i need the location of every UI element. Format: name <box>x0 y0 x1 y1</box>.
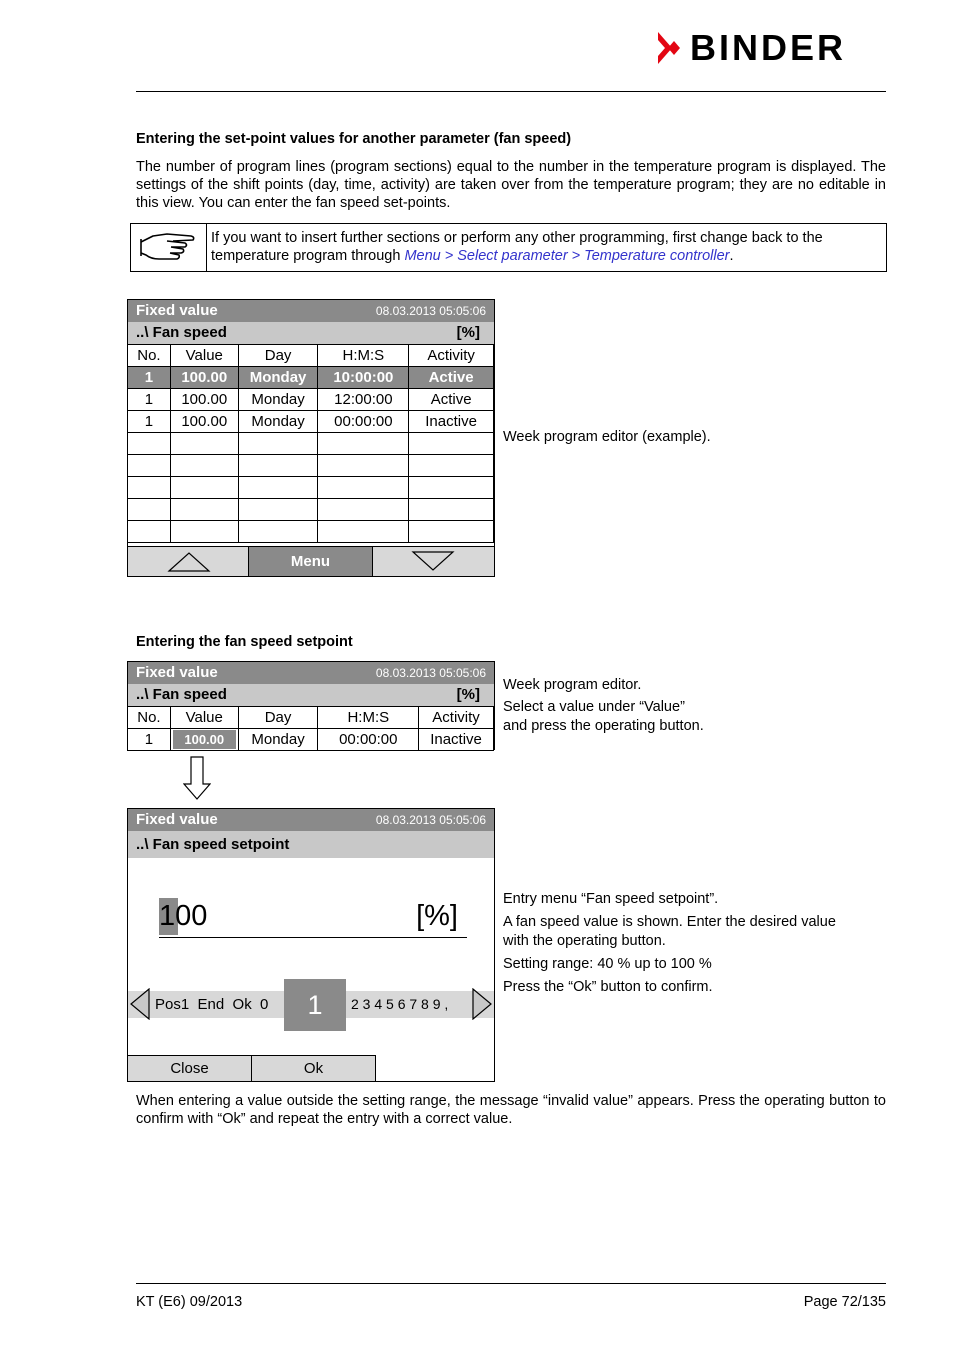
cell: 1 <box>128 411 171 433</box>
cell: 00:00:00 <box>318 729 419 751</box>
cell <box>318 433 409 455</box>
screen-title-bar <box>128 662 494 684</box>
screen-title: Fixed value <box>136 302 218 319</box>
table-header-row <box>128 345 494 367</box>
screen-title-bar <box>128 809 494 831</box>
cell <box>170 433 238 455</box>
intro-paragraph: The number of program lines (program sections) equal to the number in the temperature program is displayed. The settings of the shift points (day, time, activity) are taken over from the temperature program; they are no editable in this view. You can enter the fan speed set-points. <box>136 159 886 211</box>
col-header: H:M:S <box>318 345 409 367</box>
screen-path-bar <box>128 831 494 858</box>
col-header: Value <box>170 345 238 367</box>
cursor-digit: 1 <box>159 900 176 932</box>
cell <box>318 521 409 543</box>
table-row-empty[interactable] <box>128 477 494 499</box>
brand-name: BINDER <box>690 27 847 68</box>
note-box <box>130 223 887 272</box>
cell: 100.00 <box>170 411 238 433</box>
cell: Inactive <box>419 729 494 751</box>
keys-left[interactable]: Pos1 End Ok 0 <box>155 996 269 1013</box>
cell <box>318 499 409 521</box>
cell: Active <box>409 367 494 389</box>
cell <box>318 455 409 477</box>
cell <box>238 455 318 477</box>
table-row-empty[interactable] <box>128 521 494 543</box>
cell: 12:00:00 <box>318 389 409 411</box>
screen-path: ..\ Fan speed <box>136 324 227 341</box>
table-row[interactable] <box>128 411 494 433</box>
nav-separator <box>372 547 373 576</box>
selected-value[interactable]: 100.00 <box>173 730 236 749</box>
cell: 10:00:00 <box>318 367 409 389</box>
cell <box>128 433 171 455</box>
cell <box>409 433 494 455</box>
scroll-left-arrow[interactable] <box>129 988 151 1020</box>
note-text-start: If you want to insert further sections or perform any other programming, first change back to the temperature program through <box>211 230 823 264</box>
screen-unit: [%] <box>456 324 480 341</box>
note-text <box>211 229 881 265</box>
value-cell-selected[interactable] <box>170 729 238 751</box>
menu-path-link: Menu > Select parameter > Temperature controller <box>404 248 730 264</box>
binder-logo <box>656 27 886 68</box>
screen-path-bar <box>128 684 494 706</box>
cell <box>170 521 238 543</box>
cell: Monday <box>238 411 318 433</box>
cell <box>238 433 318 455</box>
cell <box>170 499 238 521</box>
screen3-caption-confirm: Press the “Ok” button to confirm. <box>503 979 713 995</box>
cell <box>238 499 318 521</box>
cell <box>318 477 409 499</box>
col-header: No. <box>128 707 171 729</box>
footer-doc-id: KT (E6) 09/2013 <box>136 1294 243 1310</box>
screen-path-bar <box>128 322 494 344</box>
cell: 00:00:00 <box>318 411 409 433</box>
table-row[interactable] <box>128 389 494 411</box>
cell: Inactive <box>409 411 494 433</box>
screen-title: Fixed value <box>136 811 218 828</box>
cell <box>409 477 494 499</box>
cell <box>128 477 171 499</box>
cell <box>128 521 171 543</box>
table-row-empty[interactable] <box>128 499 494 521</box>
arrow-down-button[interactable] <box>411 550 455 572</box>
header-rule <box>136 91 886 92</box>
scroll-right-arrow[interactable] <box>471 988 493 1020</box>
cell <box>128 499 171 521</box>
screen2-instruction-1: Select a value under “Value” <box>503 699 685 715</box>
section-heading-fan-setpoint: Entering the fan speed setpoint <box>136 634 353 650</box>
table-row-empty[interactable] <box>128 455 494 477</box>
screen-path: ..\ Fan speed setpoint <box>136 836 290 853</box>
arrow-down-icon <box>183 756 211 800</box>
cell <box>409 521 494 543</box>
cell: Monday <box>238 389 318 411</box>
cell: 1 <box>128 389 171 411</box>
table-header-row <box>128 707 494 729</box>
screen3-caption-range: Setting range: 40 % up to 100 % <box>503 956 712 972</box>
screen-datetime: 08.03.2013 05:05:06 <box>375 813 486 827</box>
cell <box>409 499 494 521</box>
section-heading-fan-speed: Entering the set-point values for another parameter (fan speed) <box>136 131 572 147</box>
screen-unit: [%] <box>456 686 480 703</box>
screen-title: Fixed value <box>136 664 218 681</box>
closing-paragraph: When entering a value outside the setting range, the message “invalid value” appears. Press the operating button to confirm with “Ok” and repeat the entry with a correct value. <box>136 1093 886 1127</box>
screen-nav-bar <box>128 546 494 576</box>
note-text-end: . <box>729 248 734 264</box>
pointing-hand-icon <box>137 228 199 268</box>
cell <box>238 477 318 499</box>
program-table <box>127 706 494 751</box>
col-header: Day <box>238 345 318 367</box>
week-program-screen-select <box>127 661 495 750</box>
table-row-selected[interactable] <box>128 367 494 389</box>
program-table <box>127 344 494 543</box>
footer-rule <box>136 1283 886 1284</box>
character-selector-bar[interactable] <box>128 991 494 1018</box>
screen-path: ..\ Fan speed <box>136 686 227 703</box>
footer-page-number: Page 72/135 <box>803 1294 886 1310</box>
note-icon-cell <box>131 224 207 271</box>
cell: 1 <box>128 729 171 751</box>
table-row-empty[interactable] <box>128 433 494 455</box>
screen3-caption-title: Entry menu “Fan speed setpoint”. <box>503 891 719 907</box>
screen-title-bar <box>128 300 494 322</box>
input-unit: [%] <box>416 900 458 932</box>
screen1-caption: Week program editor (example). <box>503 429 711 445</box>
cell: 1 <box>128 367 171 389</box>
cell: 100.00 <box>170 389 238 411</box>
screen2-instruction-2: and press the operating button. <box>503 718 704 734</box>
fan-speed-setpoint-entry-screen <box>127 808 495 1082</box>
ok-button[interactable]: Ok <box>252 1055 376 1081</box>
cell: Monday <box>238 729 318 751</box>
cell <box>170 455 238 477</box>
input-value-rest: 00 <box>175 900 208 932</box>
menu-button[interactable]: Menu <box>249 547 372 576</box>
col-header: Activity <box>409 345 494 367</box>
cell: 100.00 <box>170 367 238 389</box>
week-program-screen <box>127 299 495 577</box>
close-button[interactable]: Close <box>128 1055 252 1081</box>
cell <box>170 477 238 499</box>
input-value <box>159 896 207 937</box>
cell <box>128 455 171 477</box>
cell <box>409 455 494 477</box>
keys-right[interactable]: 2 3 4 5 6 7 8 9 , <box>351 996 449 1012</box>
screen-datetime: 08.03.2013 05:05:06 <box>375 304 486 318</box>
screen3-caption-line: with the operating button. <box>503 933 666 949</box>
selected-key[interactable]: 1 <box>284 979 346 1031</box>
arrow-up-button[interactable] <box>167 551 211 573</box>
value-input-field[interactable] <box>159 896 467 938</box>
binder-logo-icon <box>656 30 686 66</box>
cell <box>238 521 318 543</box>
cell: Active <box>409 389 494 411</box>
screen2-caption: Week program editor. <box>503 677 642 693</box>
cell: Monday <box>238 367 318 389</box>
col-header: Value <box>170 707 238 729</box>
screen3-caption-line: A fan speed value is shown. Enter the desired value <box>503 914 836 930</box>
table-row[interactable] <box>128 729 494 751</box>
col-header: Day <box>238 707 318 729</box>
col-header: No. <box>128 345 171 367</box>
screen-datetime: 08.03.2013 05:05:06 <box>375 666 486 680</box>
col-header: H:M:S <box>318 707 419 729</box>
col-header: Activity <box>419 707 494 729</box>
